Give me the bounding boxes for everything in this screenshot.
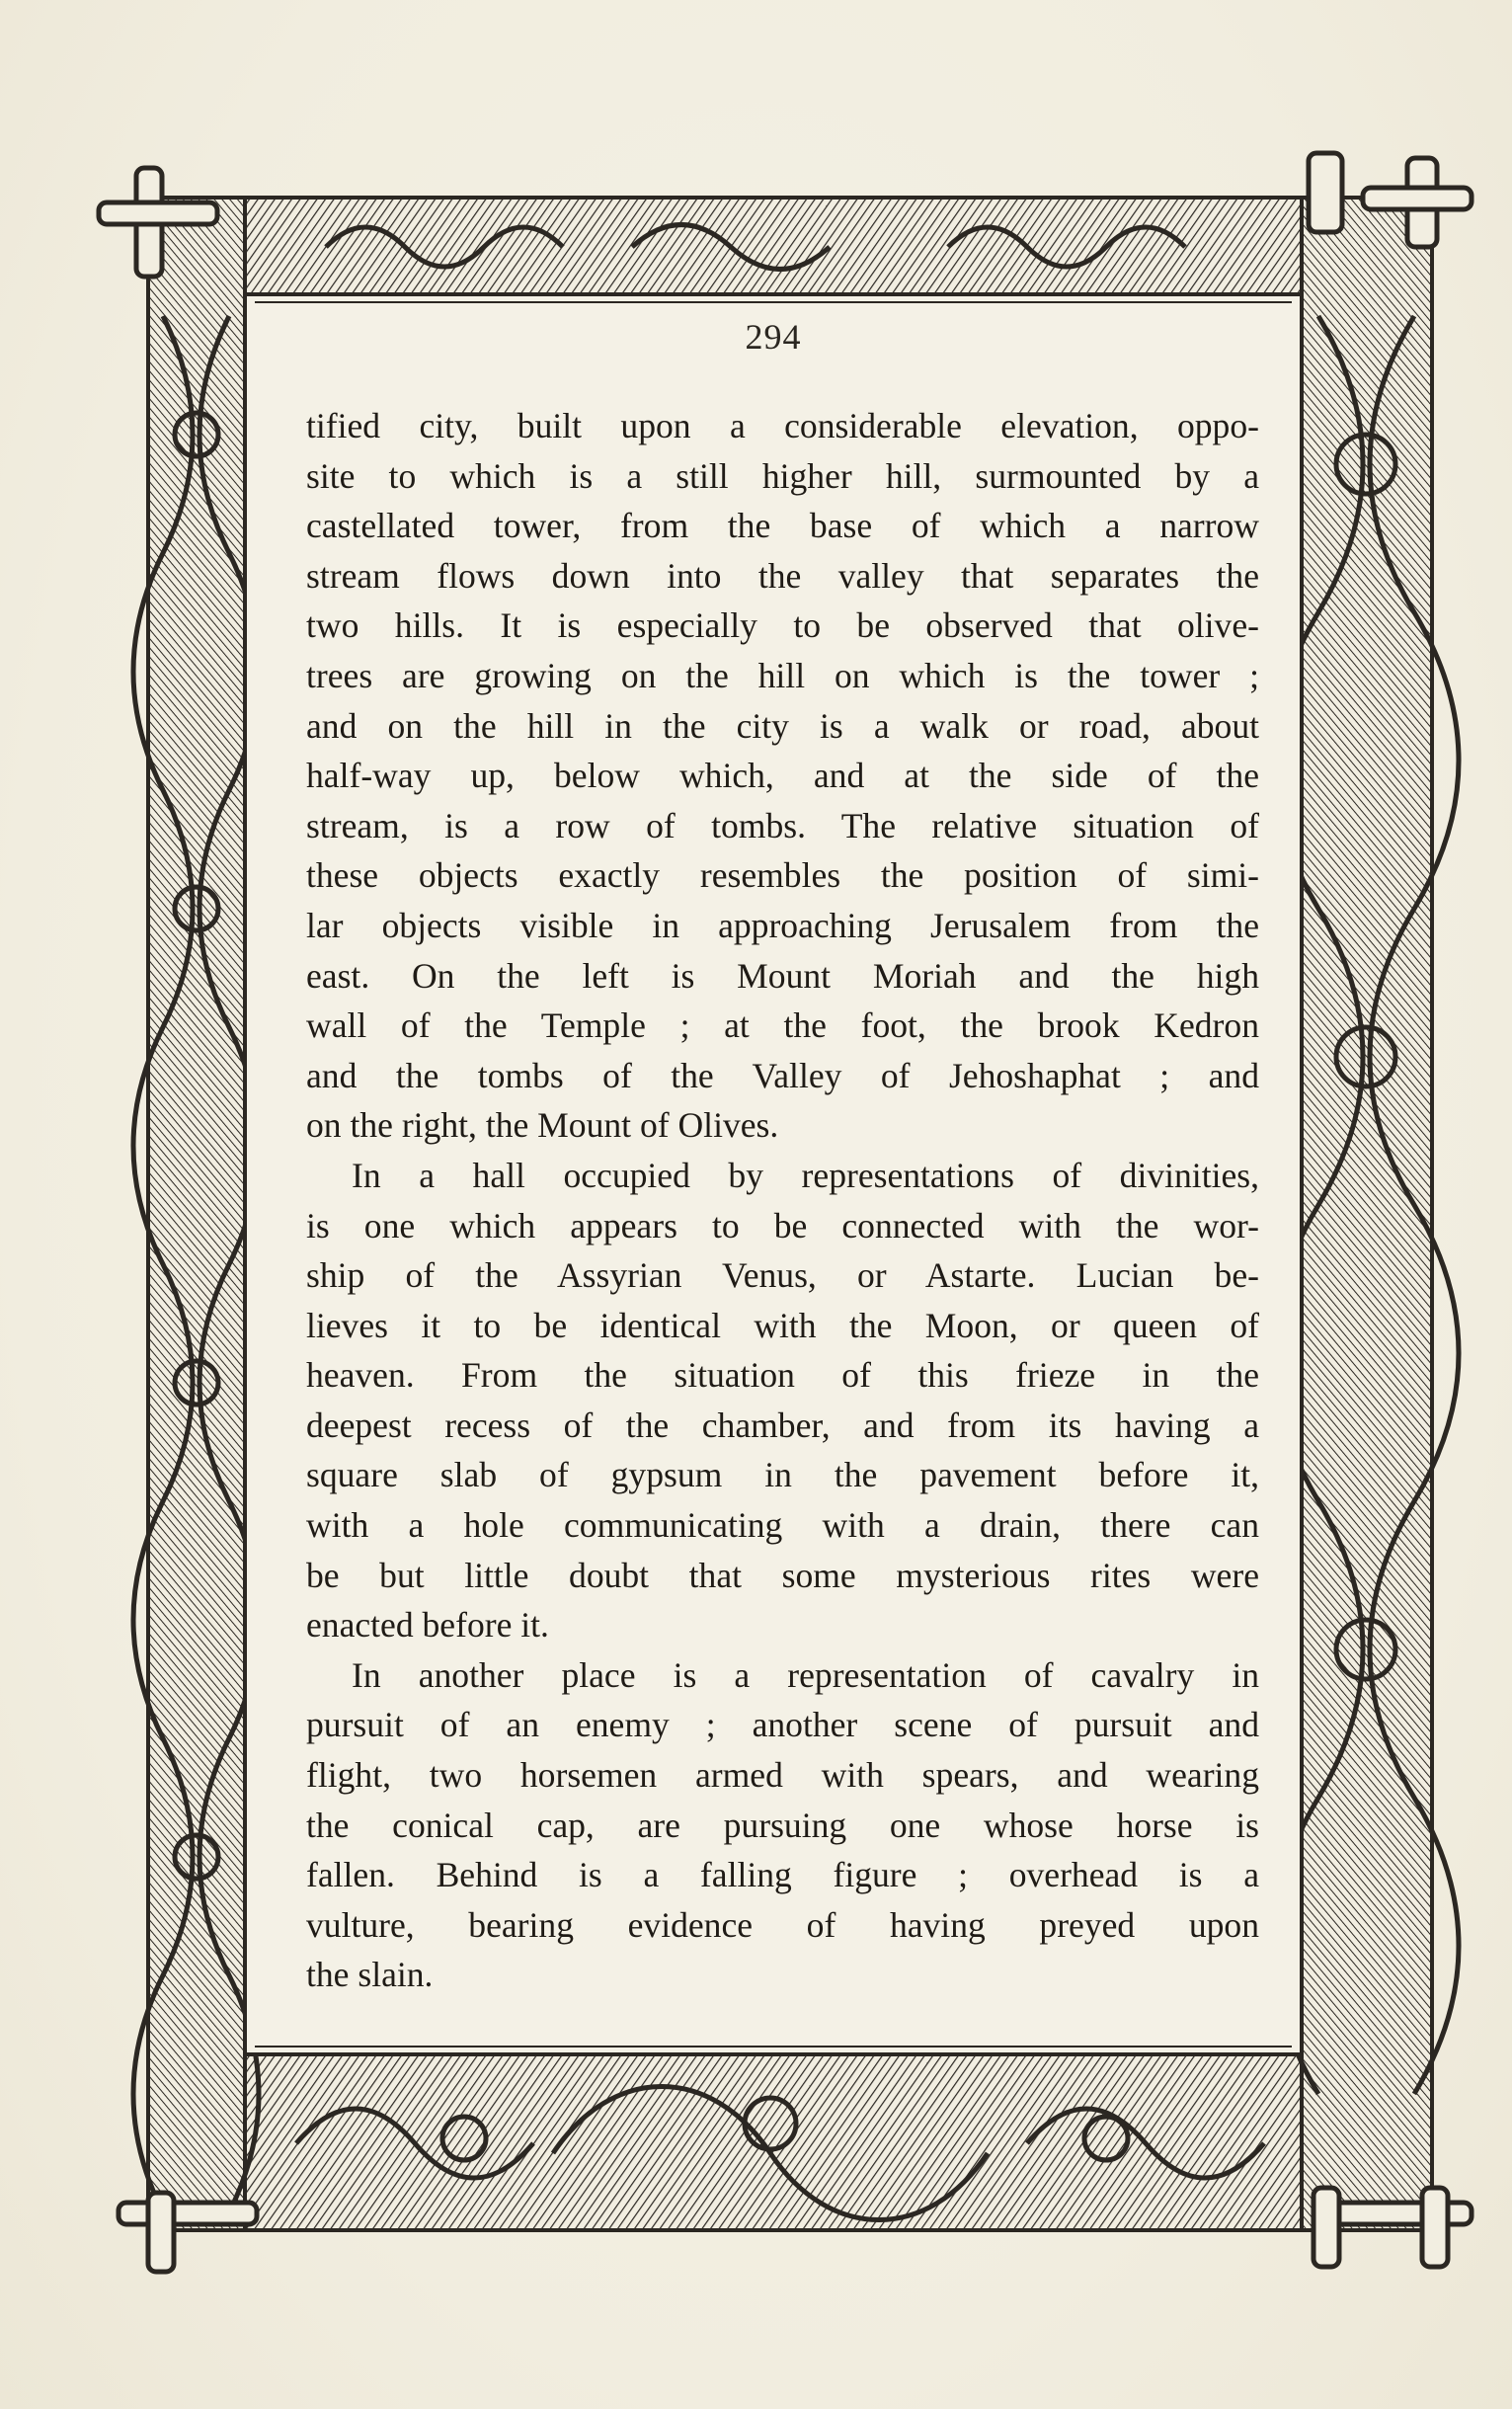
text-line: vulture, bearing evidence of having preyed upon bbox=[306, 1904, 1259, 1945]
text-line: is one which appears to be connected with the wor- bbox=[306, 1205, 1259, 1245]
page-number: 294 bbox=[745, 317, 802, 357]
text-line: with a hole communicating with a drain, there can bbox=[306, 1505, 1259, 1546]
text-line: the slain. bbox=[306, 1955, 434, 1995]
text-line: and on the hill in the city is a walk or road, about bbox=[306, 705, 1259, 746]
text-line: In another place is a representation of cavalry in bbox=[352, 1654, 1259, 1695]
text-line: ship of the Assyrian Venus, or Astarte. Lucian be- bbox=[306, 1255, 1259, 1296]
text-line: the conical cap, are pursuing one whose horse is bbox=[306, 1805, 1259, 1845]
text-line: on the right, the Mount of Olives. bbox=[306, 1105, 779, 1146]
text-line: fallen. Behind is a falling figure ; overhead is a bbox=[306, 1855, 1259, 1895]
text-line: heaven. From the situation of this frieze in the bbox=[306, 1355, 1259, 1396]
paragraph bbox=[306, 401, 1259, 1151]
text-line: trees are growing on the hill on which is the tower ; bbox=[306, 655, 1259, 695]
text-panel bbox=[245, 294, 1302, 2054]
paragraph bbox=[306, 1650, 1259, 2000]
text-line: stream, is a row of tombs. The relative situation of bbox=[306, 805, 1259, 845]
text-line: square slab of gypsum in the pavement before it, bbox=[306, 1455, 1259, 1495]
text-line: tified city, built upon a considerable elevation, oppo- bbox=[306, 406, 1259, 445]
text-line: two hills. It is especially to be observed that olive- bbox=[306, 605, 1259, 646]
text-line: wall of the Temple ; at the foot, the brook Kedron bbox=[306, 1005, 1259, 1046]
text-line: these objects exactly resembles the position of simi- bbox=[306, 855, 1259, 896]
text-line: stream flows down into the valley that separates the bbox=[306, 555, 1259, 596]
text-line: pursuit of an enemy ; another scene of pursuit and bbox=[306, 1705, 1259, 1745]
text-line: site to which is a still higher hill, surmounted by a bbox=[306, 455, 1259, 496]
text-line: castellated tower, from the base of which a narrow bbox=[306, 506, 1259, 546]
text-line: lar objects visible in approaching Jerusalem from the bbox=[306, 905, 1259, 945]
paragraph bbox=[306, 1151, 1259, 1650]
text-line: In a hall occupied by representations of divinities, bbox=[352, 1155, 1259, 1195]
text-line: deepest recess of the chamber, and from its having a bbox=[306, 1405, 1259, 1445]
text-line: east. On the left is Mount Moriah and the high bbox=[306, 955, 1259, 996]
text-line: enacted before it. bbox=[306, 1605, 549, 1646]
text-line: and the tombs of the Valley of Jehoshaphat ; and bbox=[306, 1055, 1259, 1095]
text-line: lieves it to be identical with the Moon, or queen of bbox=[306, 1305, 1259, 1345]
text-line: be but little doubt that some mysterious rites were bbox=[306, 1555, 1259, 1595]
text-line: flight, two horsemen armed with spears, and wearing bbox=[306, 1755, 1259, 1796]
text-line: half-way up, below which, and at the side of the bbox=[306, 756, 1259, 796]
body-text bbox=[306, 401, 1259, 2000]
